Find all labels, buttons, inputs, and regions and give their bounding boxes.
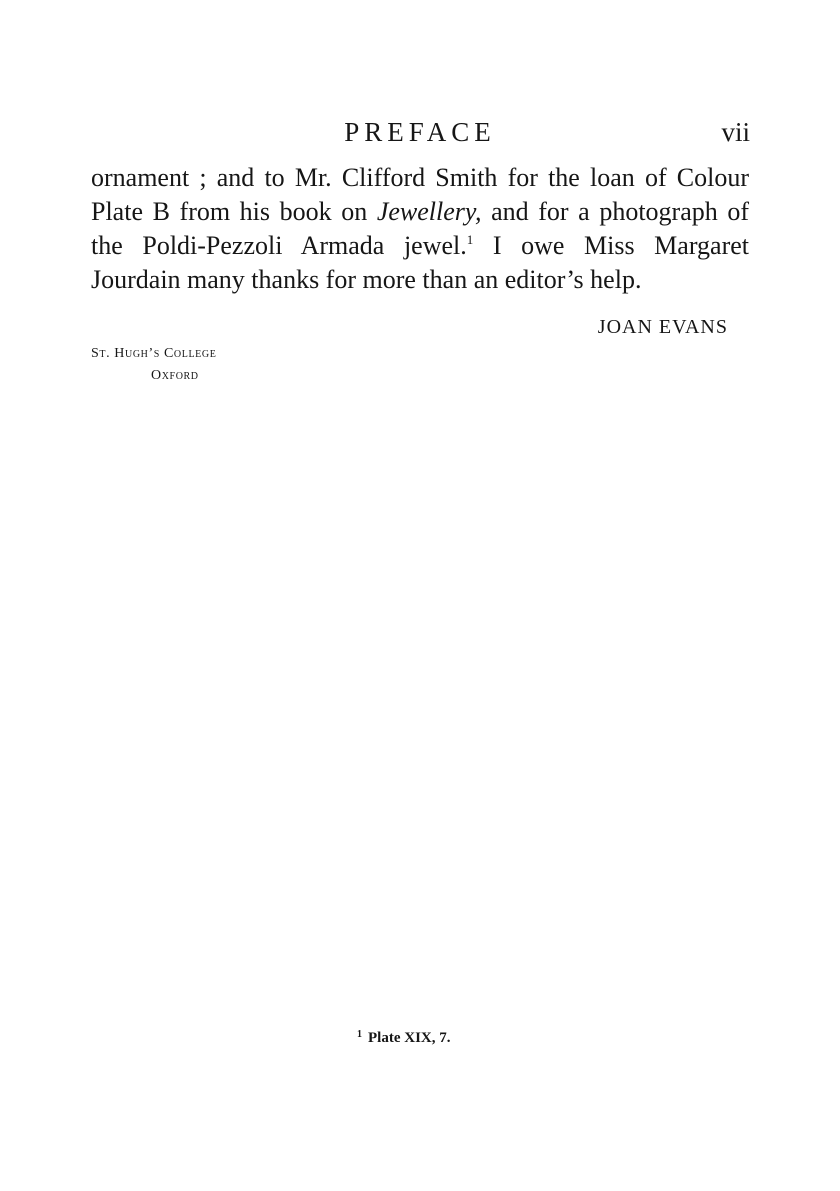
footnote-text: Plate XIX, 7. — [368, 1030, 451, 1046]
line-3-text-start: the Poldi-Pezzoli Armada jewel. — [91, 231, 467, 260]
footnote — [357, 1028, 451, 1048]
paragraph-line-4: Jourdain many thanks for more than an editor’s help. — [91, 265, 642, 294]
address-college: St. Hugh’s College — [91, 346, 217, 361]
line-2-text-end: and for a photograph of — [481, 197, 749, 226]
paragraph-line-1: ornament ; and to Mr. Clifford Smith for the loan of Colour — [91, 163, 749, 192]
footnote-reference: 1 — [466, 232, 474, 247]
paragraph-line-3 — [91, 229, 749, 263]
paragraph-line-2 — [91, 195, 749, 229]
book-title-jewellery: Jewellery, — [376, 197, 482, 226]
author-address — [91, 343, 216, 387]
author-signature: JOAN EVANS — [597, 316, 728, 338]
line-2-text-start: Plate B from his book on — [91, 197, 377, 226]
footnote-marker: 1 — [357, 1029, 362, 1040]
page-number: vii — [721, 117, 750, 147]
preface-paragraph — [91, 161, 749, 297]
address-city: Oxford — [151, 368, 199, 383]
line-3-text-end: I owe Miss Margaret — [473, 231, 749, 260]
running-title: PREFACE — [344, 117, 496, 147]
